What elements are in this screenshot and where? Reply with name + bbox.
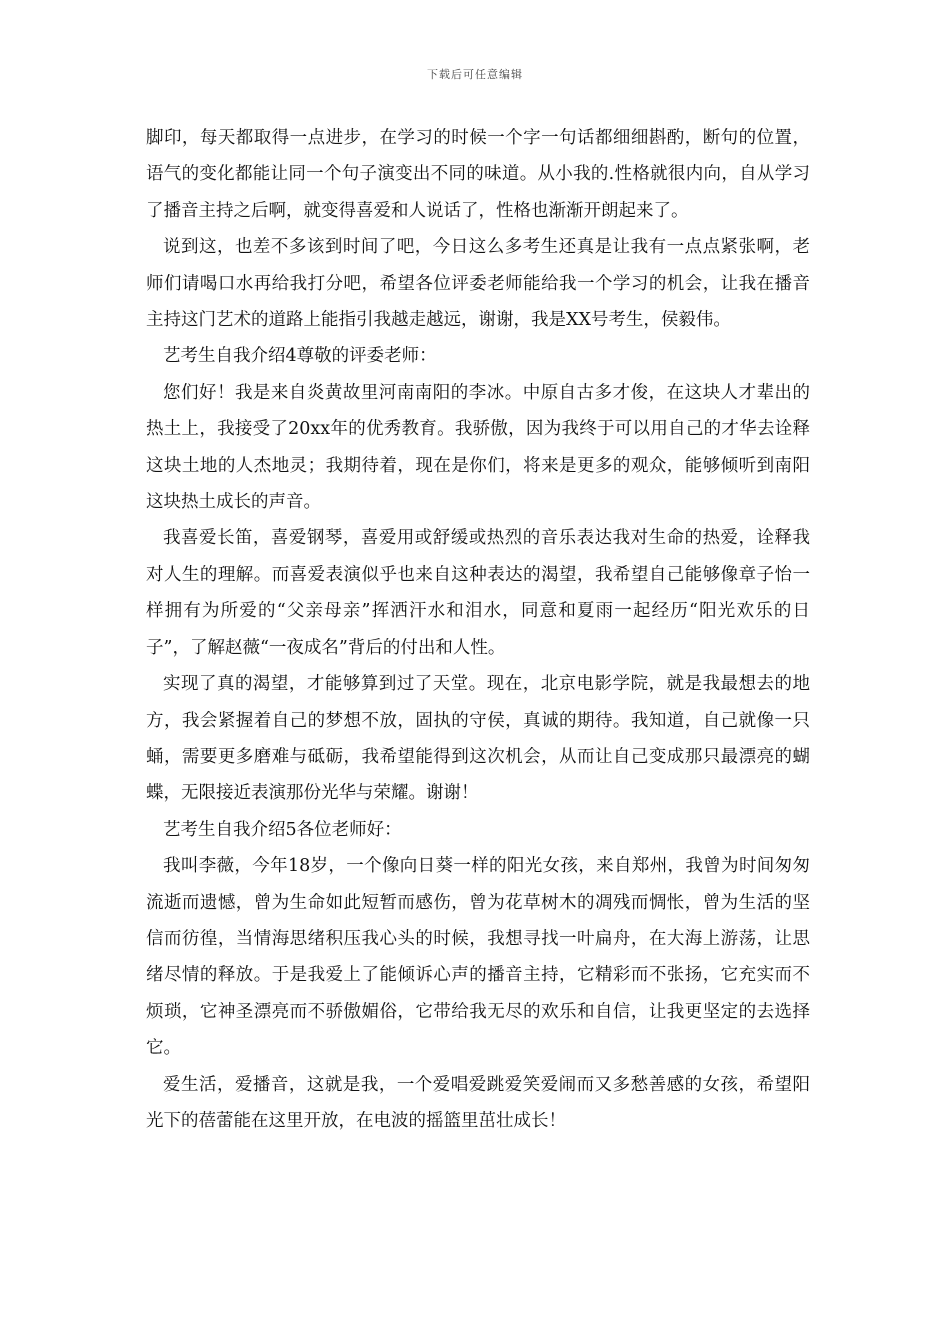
paragraph-continuation: 脚印，每天都取得一点进步，在学习的时候一个字一句话都细细斟酌，断句的位置，语气的变化都能让同一个句子演变出不同的味道。从小我的.性格就很内向，自从学习了播音主持之后啊，就变得喜爱和人说话了，性格也渐渐开朗起来了。 bbox=[146, 128, 810, 221]
paragraph: 我叫李薇，今年18岁，一个像向日葵一样的阳光女孩，来自郑州，我曾为时间匆匆流逝而遗憾，曾为生命如此短暂而感伤，曾为花草树木的凋残而惆怅，曾为生活的坚信而彷徨，当情海思绪积压我心头的时候，我想寻找一叶扁舟，在大海上游荡，让思绪尽情的释放。于是我爱上了能倾诉心声的播音主持，它精彩而不张扬，它充实而不烦琐，它神圣漂亮而不骄傲媚俗，它带给我无尽的欢乐和自信，让我更坚定的去选择它。 bbox=[146, 856, 810, 1059]
paragraph: 说到这，也差不多该到时间了吧，今日这么多考生还真是让我有一点点紧张啊，老师们请喝口水再给我打分吧，希望各位评委老师能给我一个学习的机会，让我在播音主持这门艺术的道路上能指引我越走越远，谢谢，我是XX号考生，侯毅伟。 bbox=[146, 237, 810, 331]
paragraph: 我喜爱长笛，喜爱钢琴，喜爱用或舒缓或热烈的音乐表达我对生命的热爱，诠释我对人生的理解。而喜爱表演似乎也来自这种表达的渴望，我希望自己能够像章子怡一样拥有为所爱的“父亲母亲”挥洒汗水和泪水，同意和夏雨一起经历“阳光欢乐的日子”，了解赵薇“一夜成名”背后的付出和人性。 bbox=[146, 528, 810, 658]
paragraph: 爱生活，爱播音，这就是我，一个爱唱爱跳爱笑爱闹而又多愁善感的女孩，希望阳光下的蓓蕾能在这里开放，在电波的摇篮里茁壮成长！ bbox=[146, 1074, 810, 1131]
paragraph: 您们好！我是来自炎黄故里河南南阳的李冰。中原自古多才俊，在这块人才辈出的热土上，我接受了20xx年的优秀教育。我骄傲，因为我终于可以用自己的才华去诠释这块土地的人杰地灵；我期待着，现在是你们，将来是更多的观众，能够倾听到南阳这块热土成长的声音。 bbox=[146, 382, 810, 513]
page-header: 下载后可任意编辑 bbox=[427, 68, 523, 81]
section-heading-4: 艺考生自我介绍4尊敬的评委老师： bbox=[163, 346, 437, 367]
paragraph: 实现了真的渴望，才能够算到过了天堂。现在，北京电影学院，就是我最想去的地方，我会紧握着自己的梦想不放，固执的守侯，真诚的期待。我知道，自己就像一只蛹，需要更多磨难与砥砺，我希望能得到这次机会，从而让自己变成那只最漂亮的蝴蝶，无限接近表演那份光华与荣耀。谢谢！ bbox=[146, 674, 810, 804]
document-body bbox=[146, 120, 810, 1139]
section-heading-5: 艺考生自我介绍5各位老师好： bbox=[163, 819, 402, 840]
